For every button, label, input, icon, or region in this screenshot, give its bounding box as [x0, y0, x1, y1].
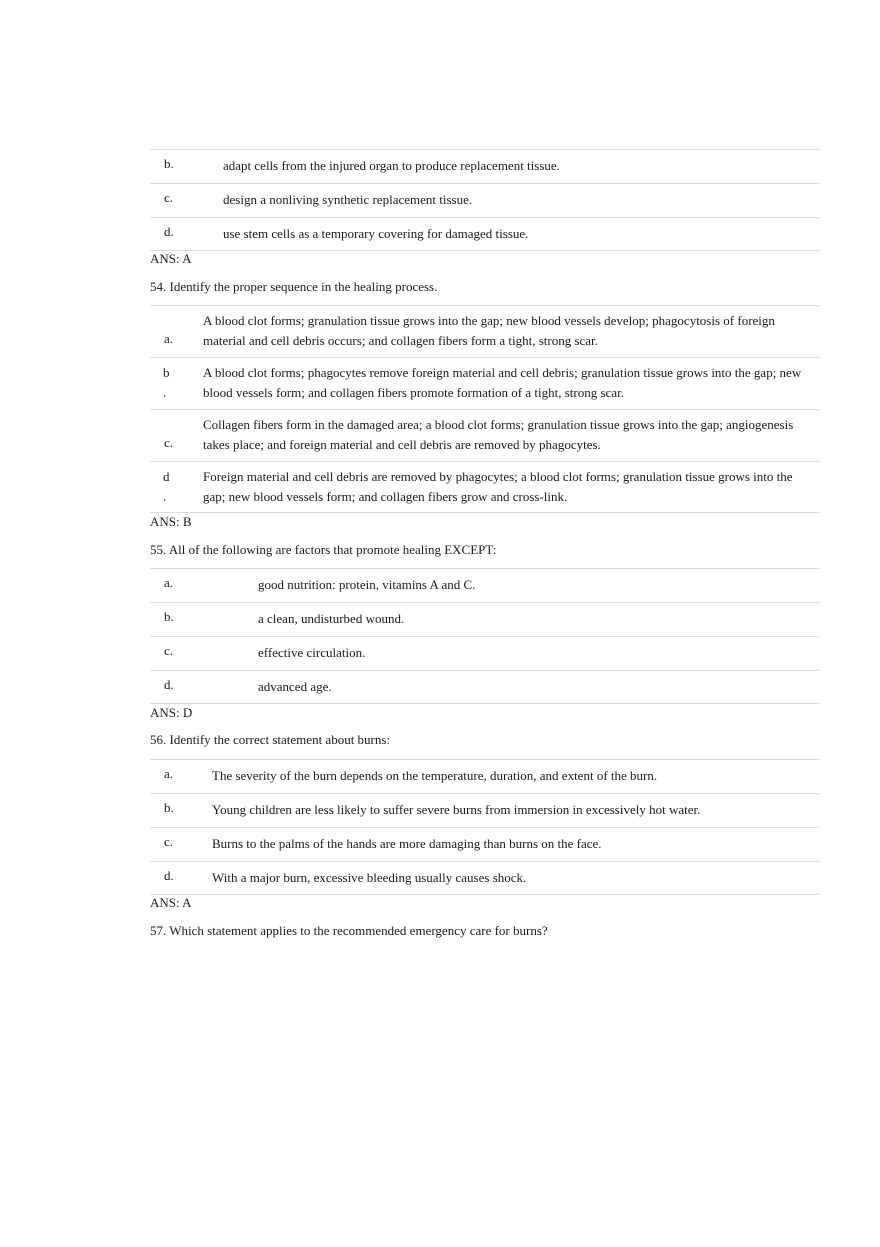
q53-options	[150, 149, 820, 251]
q53-option-d	[150, 217, 820, 251]
option-letter: d.	[164, 677, 174, 692]
option-letter: b.	[164, 800, 174, 815]
option-letter: c.	[164, 190, 174, 205]
option-letter	[163, 363, 177, 403]
option-text: With a major burn, excessive bleeding usually causes shock.	[212, 870, 527, 885]
q55-option-a	[150, 568, 820, 602]
option-text: effective circulation.	[258, 645, 366, 660]
option-letter: c.	[164, 435, 174, 450]
option-text: The severity of the burn depends on the temperature, duration, and extent of the burn.	[212, 768, 658, 783]
q55-question: 55. All of the following are factors that promote healing EXCEPT:	[150, 542, 497, 557]
option-letter: c.	[164, 643, 174, 658]
option-letter: a.	[164, 575, 174, 590]
q56-option-d	[150, 861, 820, 895]
q57-question: 57. Which statement applies to the recommended emergency care for burns?	[150, 923, 548, 938]
q56-question: 56. Identify the correct statement about burns:	[150, 732, 391, 747]
q54-question: 54. Identify the proper sequence in the healing process.	[150, 279, 438, 294]
q54-answer: ANS: B	[150, 514, 192, 529]
option-letter-bottom: .	[163, 385, 167, 400]
q53-option-c	[150, 183, 820, 217]
q54-option-a	[150, 305, 820, 357]
q54-option-d	[150, 461, 820, 513]
q56-option-c	[150, 827, 820, 861]
option-text: design a nonliving synthetic replacement tissue.	[223, 192, 473, 207]
q53-answer: ANS: A	[150, 251, 192, 266]
q55-options	[150, 568, 820, 704]
option-letter-top: b	[163, 365, 170, 380]
option-letter	[163, 467, 177, 507]
q56-answer: ANS: A	[150, 895, 192, 910]
option-text: a clean, undisturbed wound.	[258, 611, 405, 626]
option-text: good nutrition: protein, vitamins A and C.	[258, 577, 476, 592]
option-text: Young children are less likely to suffer severe burns from immersion in excessively hot water.	[212, 802, 701, 817]
option-letter-top: d	[163, 469, 170, 484]
option-letter: b.	[164, 609, 174, 624]
option-text: A blood clot forms; granulation tissue grows into the gap; new blood vessels develop; phagocytosis of foreign material and cell debris occurs; and collagen fibers form a tight, strong scar.	[203, 313, 775, 348]
option-text: use stem cells as a temporary covering for damaged tissue.	[223, 226, 529, 241]
option-letter: a.	[164, 766, 174, 781]
option-letter: b.	[164, 156, 174, 171]
option-letter-bottom: .	[163, 489, 167, 504]
option-text: A blood clot forms; phagocytes remove foreign material and cell debris; granulation tissue grows into the gap; new blood vessels form; and collagen fibers promote formation of a tight, strong scar.	[203, 365, 802, 400]
q55-answer: ANS: D	[150, 705, 193, 720]
q56-option-a	[150, 759, 820, 793]
q56-option-b	[150, 793, 820, 827]
option-letter: d.	[164, 868, 174, 883]
option-text: advanced age.	[258, 679, 332, 694]
q54-option-c	[150, 409, 820, 461]
q53-option-b	[150, 149, 820, 183]
q55-option-b	[150, 602, 820, 636]
option-letter: d.	[164, 224, 174, 239]
q55-option-c	[150, 636, 820, 670]
q56-options	[150, 759, 820, 895]
option-letter: c.	[164, 834, 174, 849]
q55-option-d	[150, 670, 820, 704]
q54-options	[150, 305, 820, 513]
option-text: Foreign material and cell debris are removed by phagocytes; a blood clot forms; granulation tissue grows into the gap; new blood vessels form; and collagen fibers grow and cross-link.	[203, 469, 793, 504]
option-text: Collagen fibers form in the damaged area; a blood clot forms; granulation tissue grows into the gap; angiogenesis takes place; and foreign material and cell debris are removed by phagocytes.	[203, 417, 794, 452]
q54-option-b	[150, 357, 820, 409]
option-letter: a.	[164, 331, 174, 346]
option-text: Burns to the palms of the hands are more damaging than burns on the face.	[212, 836, 602, 851]
option-text: adapt cells from the injured organ to produce replacement tissue.	[223, 158, 560, 173]
